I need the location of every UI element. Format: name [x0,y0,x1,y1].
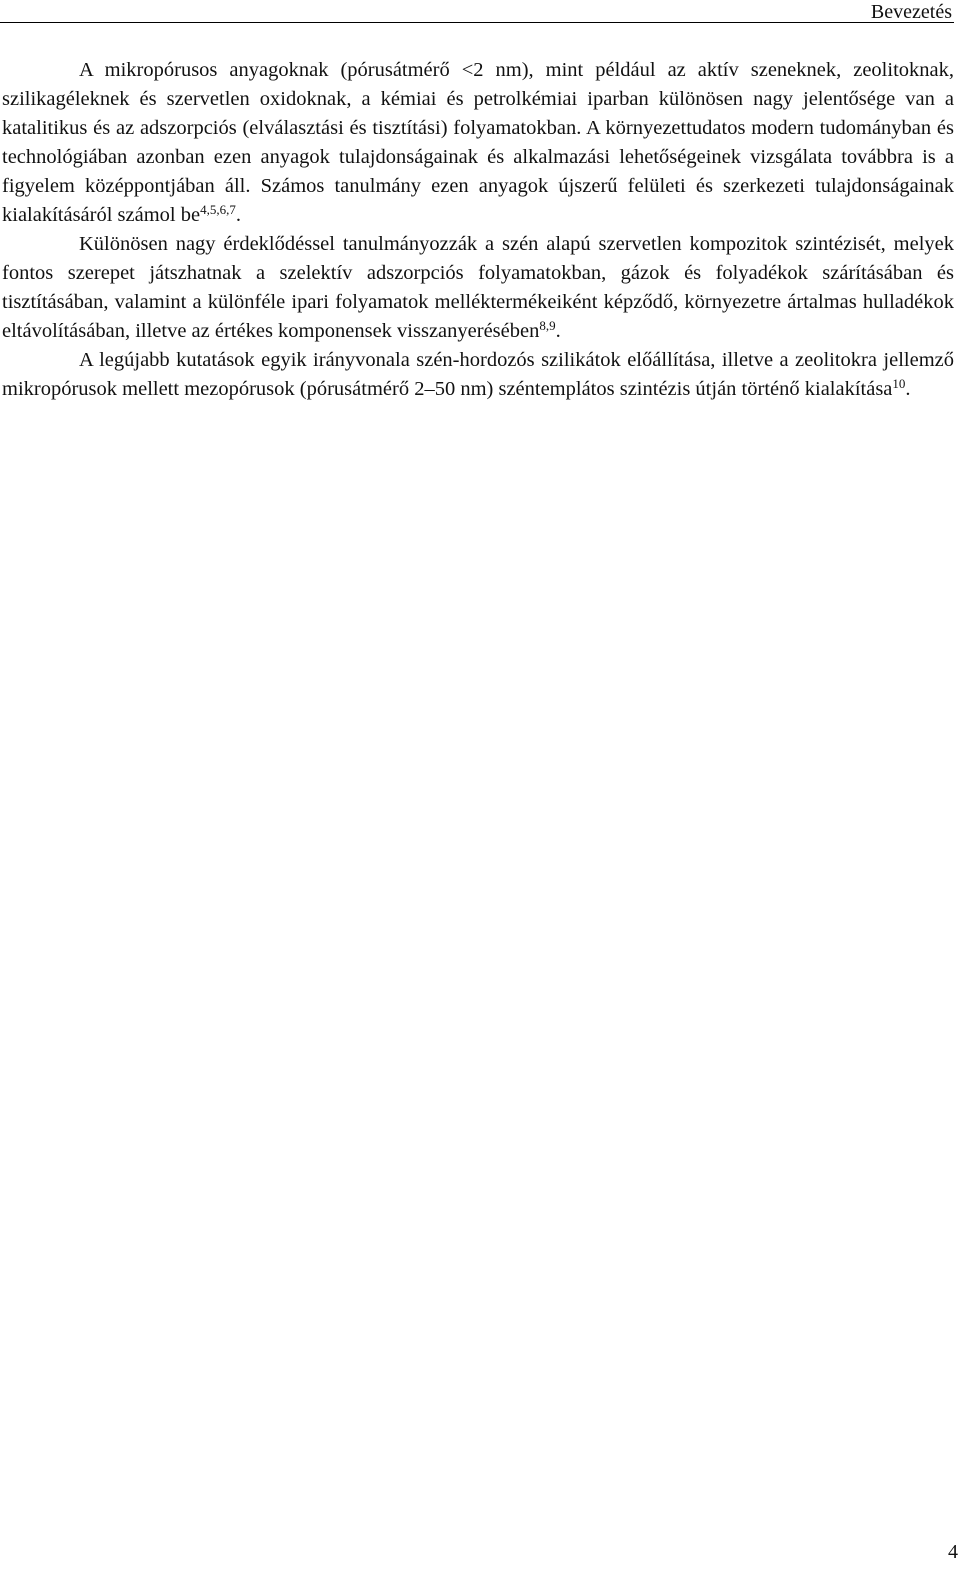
paragraph-1-text: A mikropórusos anyagoknak (pórusátmérő <2 nm), mint például az aktív szeneknek, zeolitoknak, szilikagéleknek és szervetlen oxidoknak, a kémiai és petrolkémiai iparban különösen nagy jelentősége van a katalitikus és az adszorpciós (elválasztási és tisztítási) folyamatokban. A környezettudatos modern tudományban és technológiában azonban ezen anyagok tulajdonságainak és alkalmazási lehetőségeinek vizsgálata továbbra is a figyelem középpontjában áll. Számos tanulmány ezen anyagok újszerű felületi és szerkezeti tulajdonságainak kialakításáról számol be [2,59,954,226]
paragraph-1-end: . [235,204,241,226]
paragraph-2 [2,230,954,346]
paragraph-3-end: . [905,378,911,400]
paragraph-2-end: . [555,320,561,342]
body-text [2,56,954,404]
page-number: 4 [948,1541,958,1563]
paragraph-3 [2,346,954,404]
paragraph-2-text: Különösen nagy érdeklődéssel tanulmányozzák a szén alapú szervetlen kompozitok szintézisét, melyek fontos szerepet játszhatnak a szelektív adszorpciós folyamatokban, gázok és folyadékok szárításában és tisztításában, valamint a különféle ipari folyamatok melléktermékeiként képződő, környezetre ártalmas hulladékok eltávolításában, illetve az értékes komponensek visszanyerésében [2,233,954,342]
paragraph-1 [2,56,954,230]
citation-10: 10 [892,376,906,391]
page-header [0,0,954,23]
citation-8-9: 8,9 [539,318,556,333]
section-title: Bevezetés [870,1,952,23]
paragraph-3-text: A legújabb kutatások egyik irányvonala szén-hordozós szilikátok előállítása, illetve a zeolitokra jellemző mikropórusok mellett mezopórusok (pórusátmérő 2–50 nm) széntemplátos szintézis útján történő kialakítása [2,349,954,400]
citation-4-7: 4,5,6,7 [200,202,236,217]
